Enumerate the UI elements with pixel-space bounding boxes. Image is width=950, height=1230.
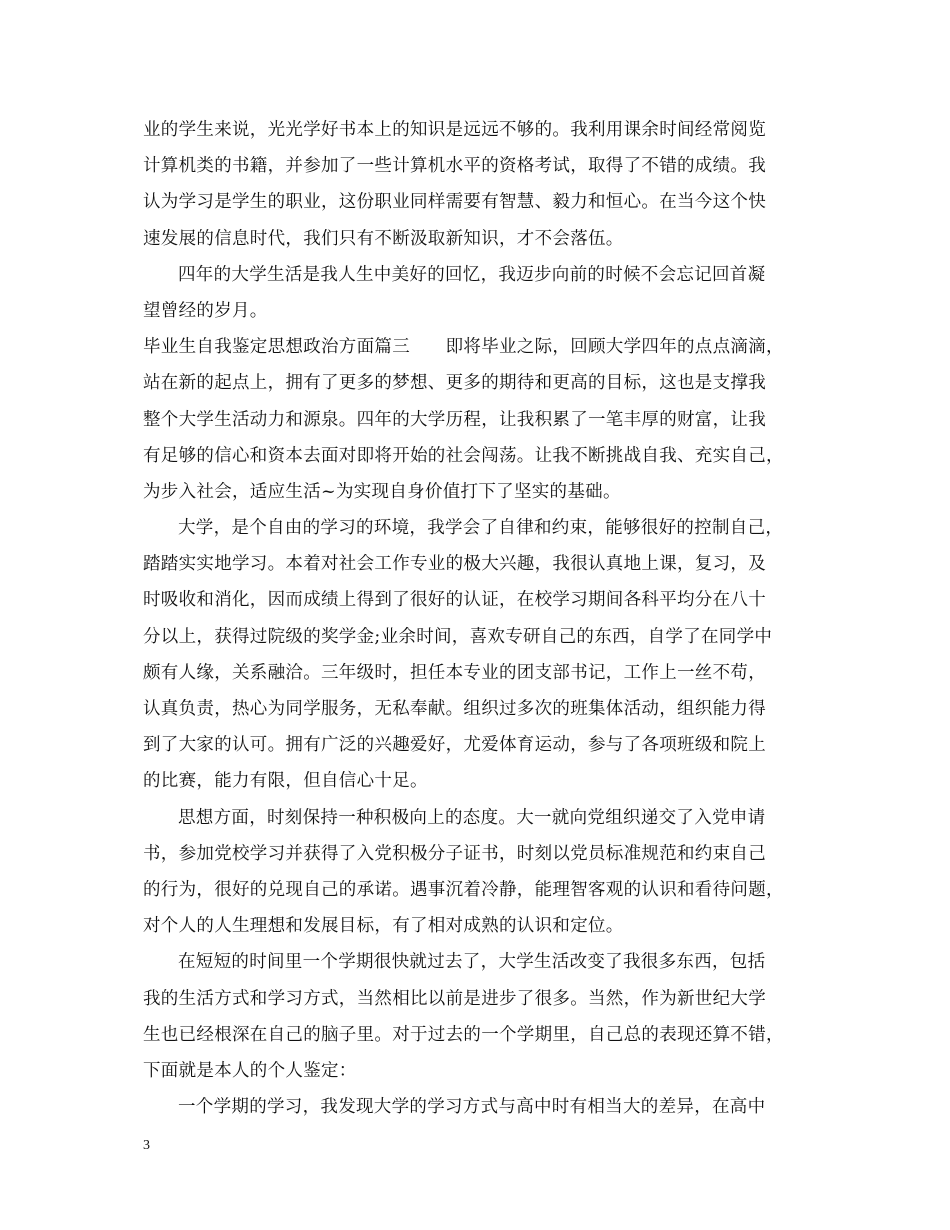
text-line: 我的生活方式和学习方式，当然相比以前是进步了很多。当然，作为新世纪大学 <box>143 988 766 1009</box>
text-line: 生也已经根深在自己的脑子里。对于过去的一个学期里，自己总的表现还算不错， <box>143 1024 784 1045</box>
paragraph-first-line: 一个学期的学习，我发现大学的学习方式与高中时有相当大的差异，在高中 <box>178 1097 766 1118</box>
text-line: 的比赛，能力有限，但自信心十足。 <box>143 771 428 792</box>
text-line: 望曾经的岁月。 <box>143 300 268 321</box>
text-line: 分以上，获得过院级的奖学金;业余时间，喜欢专研自己的东西，自学了在同学中 <box>143 626 773 647</box>
text-line: 认真负责，热心为同学服务，无私奉献。组织过多次的班集体活动，组织能力得 <box>143 699 766 719</box>
paragraph-first-line: 思想方面，时刻保持一种积极向上的态度。大一就向党组织递交了入党申请 <box>178 807 766 828</box>
text-line: 毕业生自我鉴定思想政治方面篇三 即将毕业之际，回顾大学四年的点点滴滴， <box>143 337 784 358</box>
text-line: 对个人的人生理想和发展目标，有了相对成熟的认识和定位。 <box>143 916 624 937</box>
paragraph-first-line: 大学，是个自由的学习的环境，我学会了自律和约束，能够很好的控制自己， <box>178 518 784 539</box>
paragraph-first-line: 四年的大学生活是我人生中美好的回忆，我迈步向前的时候不会忘记回首凝 <box>178 264 766 285</box>
text-line: 为步入社会，适应生活~为实现自身价值打下了坚实的基础。 <box>143 481 621 502</box>
text-line: 书，参加党校学习并获得了入党积极分子证书，时刻以党员标准规范和约束自己 <box>143 843 766 864</box>
text-line: 到了大家的认可。拥有广泛的兴趣爱好，尤爱体育运动，参与了各项班级和院上 <box>143 735 766 756</box>
paragraph-first-line: 在短短的时间里一个学期很快就过去了，大学生活改变了我很多东西，包括 <box>178 952 766 973</box>
document-body <box>143 112 823 1125</box>
text-line: 颇有人缘，关系融洽。三年级时，担任本专业的团支部书记，工作上一丝不苟， <box>143 662 766 683</box>
text-line: 速发展的信息时代，我们只有不断汲取新知识，才不会落伍。 <box>143 228 624 249</box>
text-line: 认为学习是学生的职业，这份职业同样需要有智慧、毅力和恒心。在当今这个快 <box>143 192 766 213</box>
text-line: 整个大学生活动力和源泉。四年的大学历程，让我积累了一笔丰厚的财富，让我 <box>143 409 766 430</box>
text-line: 有足够的信心和资本去面对即将开始的社会闯荡。让我不断挑战自我、充实自己， <box>143 445 784 466</box>
text-line: 时吸收和消化，因而成绩上得到了很好的认证，在校学习期间各科平均分在八十 <box>143 590 766 611</box>
page-number: 3 <box>143 1138 150 1153</box>
text-line: 踏踏实实地学习。本着对社会工作专业的极大兴趣，我很认真地上课，复习，及 <box>143 554 766 575</box>
text-line: 下面就是本人的个人鉴定： <box>143 1060 357 1081</box>
text-line: 的行为，很好的兑现自己的承诺。遇事沉着冷静，能理智客观的认识和看待问题， <box>143 879 784 900</box>
text-line: 业的学生来说，光光学好书本上的知识是远远不够的。我利用课余时间经常阅览 <box>143 120 766 140</box>
text-line: 站在新的起点上，拥有了更多的梦想、更多的期待和更高的目标，这也是支撑我 <box>143 373 766 394</box>
text-line: 计算机类的书籍，并参加了一些计算机水平的资格考试，取得了不错的成绩。我 <box>143 156 766 177</box>
